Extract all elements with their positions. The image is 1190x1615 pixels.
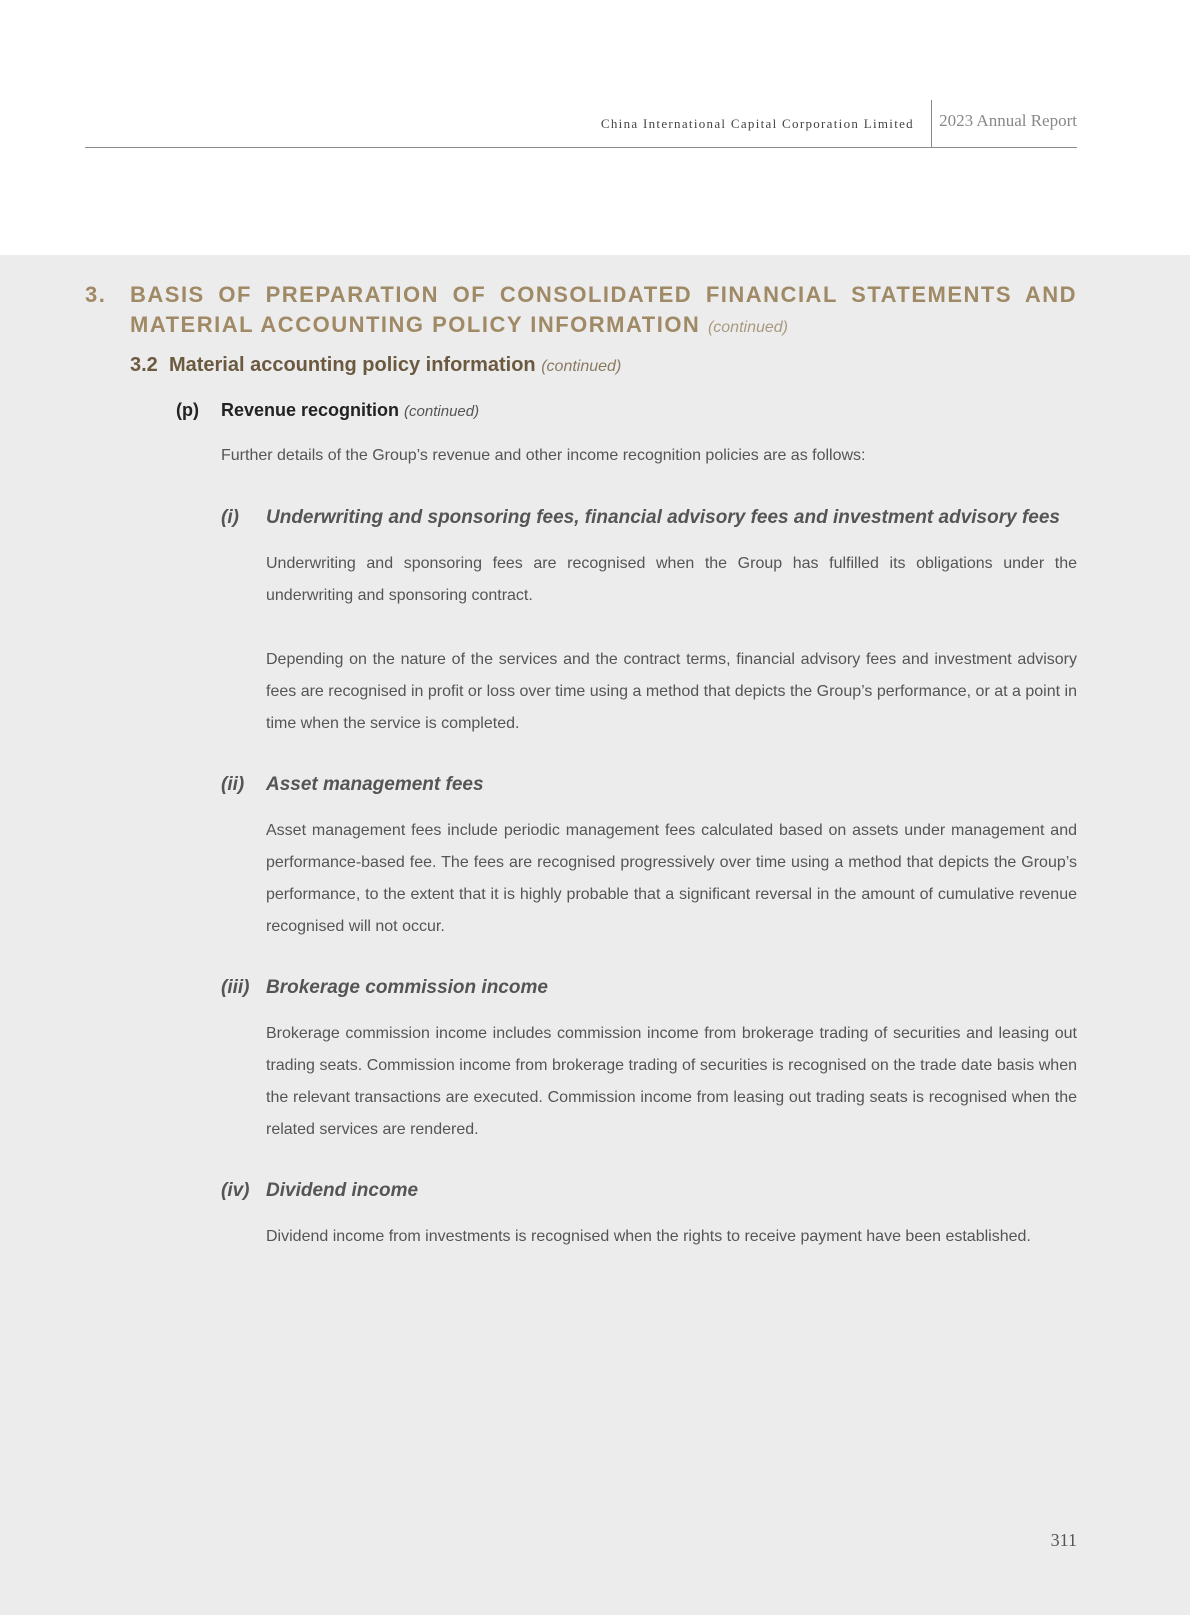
section-title-line2: MATERIAL ACCOUNTING POLICY INFORMATION bbox=[130, 312, 701, 337]
policy-heading-iv bbox=[221, 1180, 1077, 1202]
policy-paragraph: Asset management fees include periodic management fees calculated based on assets under management and performance-based fee. The fees are recognised progressively over time using a method that depicts the Group’s performance, to the extent that it is highly probable that a significant reversal in the amount of cumulative revenue recognised will not occur. bbox=[266, 822, 1077, 935]
policy-label: (iii) bbox=[221, 977, 250, 998]
company-name: China International Capital Corporation Limited bbox=[600, 116, 914, 131]
policy-title: Brokerage commission income bbox=[266, 977, 548, 998]
policy-heading-i bbox=[221, 507, 1077, 529]
policy-heading-iii bbox=[221, 977, 1077, 999]
section-number: 3. bbox=[85, 282, 107, 307]
page-header bbox=[85, 100, 1077, 148]
item-heading bbox=[176, 400, 479, 421]
policy-heading-ii bbox=[221, 774, 1077, 796]
item-label: (p) bbox=[176, 400, 199, 420]
report-title: 2023 Annual Report bbox=[939, 111, 1077, 130]
continued-label: (continued) bbox=[541, 358, 622, 375]
policy-paragraph: Underwriting and sponsoring fees are recognised when the Group has fulfilled its obligations under the underwriting and sponsoring contract. bbox=[266, 555, 1077, 604]
page-number: 311 bbox=[1050, 1530, 1077, 1550]
subsection-number: 3.2 bbox=[130, 354, 158, 376]
subsection-heading bbox=[130, 354, 621, 377]
section-heading bbox=[85, 280, 1077, 343]
policy-title: Asset management fees bbox=[266, 774, 484, 795]
policy-title: Dividend income bbox=[266, 1180, 419, 1201]
policy-paragraph: Dividend income from investments is recognised when the rights to receive payment have been established. bbox=[266, 1228, 1031, 1245]
policy-label: (iv) bbox=[221, 1180, 250, 1201]
header-divider bbox=[931, 100, 932, 147]
section-title-line1: BASIS OF PREPARATION OF CONSOLIDATED FINANCIAL STATEMENTS AND bbox=[130, 282, 1077, 307]
continued-label: (continued) bbox=[707, 319, 788, 336]
intro-paragraph: Further details of the Group’s revenue and other income recognition policies are as follows: bbox=[221, 447, 866, 464]
policy-paragraph: Brokerage commission income includes commission income from brokerage trading of securities and leasing out trading seats. Commission income from brokerage trading of securities is recognised on the trade date basis when the relevant transactions are executed. Commission income from leasing out trading seats is recognised when the related services are rendered. bbox=[266, 1025, 1077, 1138]
policy-paragraph: Depending on the nature of the services and the contract terms, financial advisory fees and investment advisory fees are recognised in profit or loss over time using a method that depicts the Group’s performance, or at a point in time when the service is completed. bbox=[266, 651, 1077, 732]
policy-title: Underwriting and sponsoring fees, financial advisory fees and investment advisory fees bbox=[266, 507, 1061, 528]
item-title: Revenue recognition bbox=[221, 400, 400, 420]
continued-label: (continued) bbox=[404, 403, 480, 420]
policy-label: (ii) bbox=[221, 774, 245, 795]
subsection-title: Material accounting policy information bbox=[168, 354, 536, 376]
policy-label: (i) bbox=[221, 507, 239, 528]
